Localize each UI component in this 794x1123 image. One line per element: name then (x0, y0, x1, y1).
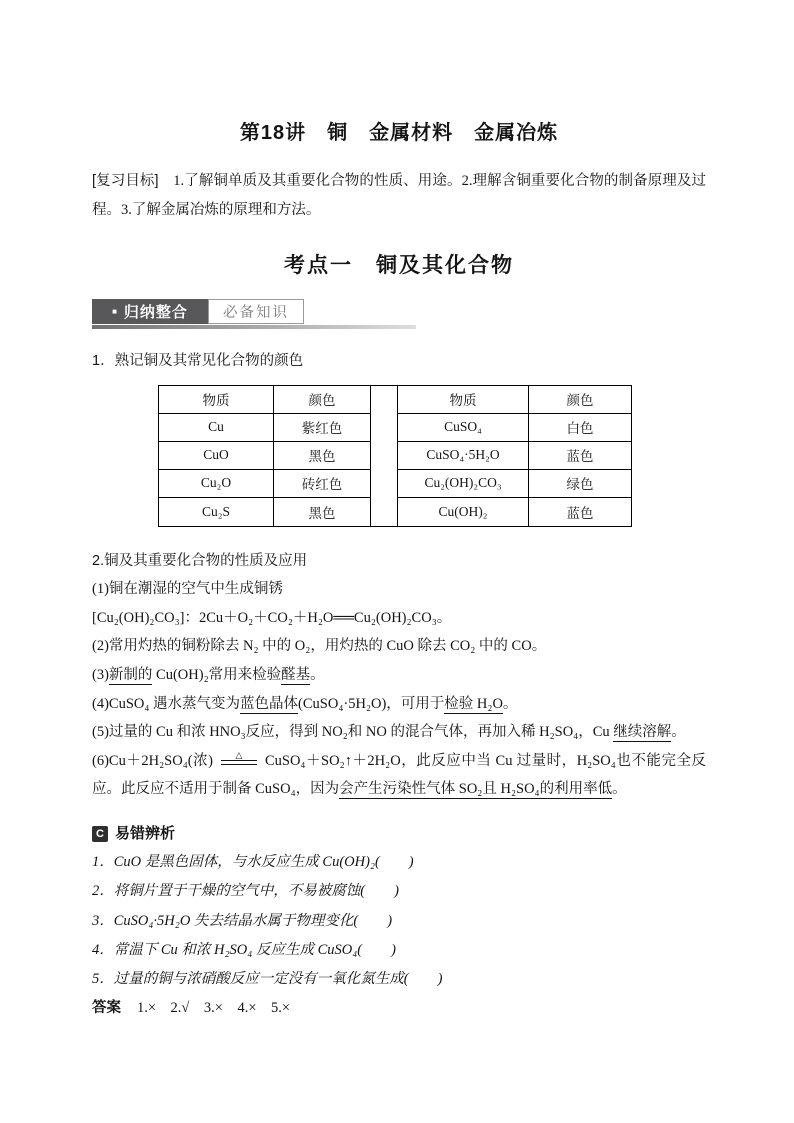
table-cell: CuO (159, 442, 274, 470)
table-cell: 蓝色 (529, 442, 631, 470)
tab-summary-label: 归纳整合 (123, 304, 188, 321)
tab-row (92, 299, 416, 324)
table-cell: CuSO₄ (398, 414, 529, 442)
section-tab-bar (92, 299, 416, 329)
property-item-1: (1)铜在潮湿的空气中生成铜锈 (92, 581, 283, 598)
table-gap-cell (371, 470, 398, 498)
point2-title: 2.铜及其重要化合物的性质及应用 (92, 552, 308, 569)
underlined-answer: 检验 H₂O (444, 695, 503, 712)
color-table (158, 385, 632, 527)
square-bullet-icon: ■ (112, 306, 118, 316)
underlined-answer: 蓝色晶体 (240, 695, 299, 712)
section-one-title: 考点一 铜及其化合物 (284, 254, 514, 277)
delta-triangle: △ (235, 750, 243, 761)
text-segment: CuSO₄＋SO₂↑＋2H₂O，此反应中当 Cu 过量时，H₂SO₄也不能完全反应。此反应不适用于制备 CuSO₄，因为 (92, 752, 706, 798)
text-segment: Cu(OH)₂常用来检验 (152, 666, 282, 683)
table-cell: Cu (159, 414, 274, 442)
underlined-answer: 醛基 (281, 666, 311, 683)
error-analysis-label: 易错辨析 (115, 824, 176, 842)
underlined-answer: 会产生污染性气体 SO₂且 H₂SO₄的利用率低 (339, 781, 613, 798)
text-segment: 。 (671, 724, 686, 741)
tab-underline-bar (92, 325, 416, 329)
judge-item-5: 5．过量的铜与浓硝酸反应一定没有一氧化氮生成( ) (92, 971, 443, 988)
property-item-4 (92, 690, 706, 719)
page-title: 第18讲 铜 金属材料 金属冶炼 (239, 122, 559, 144)
tab-summary (92, 299, 208, 324)
table-header-cell: 物质 (159, 386, 274, 414)
underlined-answer: 新制的 (108, 666, 153, 683)
patina-equation: [Cu₂(OH)₂CO₃]：2Cu＋O₂＋CO₂＋H₂O══Cu₂(OH)₂CO₃。 (92, 609, 452, 626)
table-gap-cell (371, 386, 398, 414)
text-segment: (5)过量的 Cu 和浓 HNO₃反应，得到 NO₂和 NO 的混合气体，再加入稀 H₂SO₄，Cu (92, 724, 614, 741)
table-header-cell: 物质 (398, 386, 529, 414)
table-gap-cell (371, 442, 398, 470)
table-cell: 黑色 (274, 442, 371, 470)
text-segment: (4)CuSO₄ 遇水蒸气变为 (92, 695, 241, 712)
table-gap-cell (371, 414, 398, 442)
table-cell: 蓝色 (566, 505, 594, 521)
table-cell: Cu₂S (159, 498, 274, 526)
table-cell: 黑色 (274, 498, 371, 526)
table-cell: 白色 (529, 414, 631, 442)
double-line (221, 760, 257, 765)
judge-item-4: 4．常温下 Cu 和浓 H₂SO₄ 反应生成 CuSO₄( ) (92, 941, 396, 958)
answer-marks: 1.× 2.√ 3.× 4.× 5.× (137, 1000, 291, 1017)
table-cell: 紫红色 (274, 414, 371, 442)
tab-essential-knowledge (208, 299, 304, 324)
table-cell: 砖红色 (274, 470, 371, 498)
answer-line (92, 994, 706, 1023)
table-cell: CuSO₄·5H₂O (398, 442, 529, 470)
judge-item-2: 2．将铜片置于干燥的空气中，不易被腐蚀( ) (92, 883, 399, 900)
judge-item-1: 1．CuO 是黑色固体，与水反应生成 Cu(OH)₂( ) (92, 853, 414, 870)
table-cell: Cu₂(OH)₂CO₃ (398, 470, 529, 498)
table-gap-cell (371, 498, 398, 526)
property-item-3 (92, 661, 706, 690)
table-header-cell: 颜色 (274, 386, 371, 414)
judge-item-3: 3．CuSO₄·5H₂O 失去结晶水属于物理变化( ) (92, 912, 393, 929)
property-item-5 (92, 718, 706, 747)
table-cell: Cu₂O (159, 470, 274, 498)
underlined-answer: 继续溶解 (613, 724, 672, 741)
text-segment: 。 (310, 666, 325, 683)
text-segment: 。 (612, 781, 627, 798)
property-item-6 (92, 747, 706, 804)
table-cell: 绿色 (529, 470, 631, 498)
text-segment: (CuSO₄·5H₂O)，可用于 (298, 695, 445, 712)
property-item-2: (2)常用灼热的铜粉除去 N₂ 中的 O₂，用灼热的 CuO 除去 CO₂ 中的 CO。 (92, 638, 547, 655)
error-analysis-icon: C (92, 826, 108, 842)
point1-title: 1．熟记铜及其常见化合物的颜色 (92, 353, 304, 369)
table-cell: Cu(OH)₂ (398, 498, 529, 526)
heated-equals-icon (221, 751, 257, 765)
text-segment: (3) (92, 666, 109, 683)
objective-label: [复习目标] (92, 173, 174, 189)
tab-essential-knowledge-label: 必备知识 (223, 305, 289, 321)
table-header-cell: 颜色 (529, 386, 631, 414)
error-analysis-header (92, 820, 706, 848)
text-segment: 。 (502, 695, 518, 712)
text-segment: (6)Cu＋2H₂SO₄(浓) (92, 752, 213, 769)
answer-label: 答案 (92, 1000, 121, 1017)
review-objectives (92, 167, 706, 225)
objective-text: 1.了解铜单质及其重要化合物的性质、用途。2.理解含铜重要化合物的制备原理及过程。3.了解金属冶炼的原理和方法。 (92, 173, 707, 218)
